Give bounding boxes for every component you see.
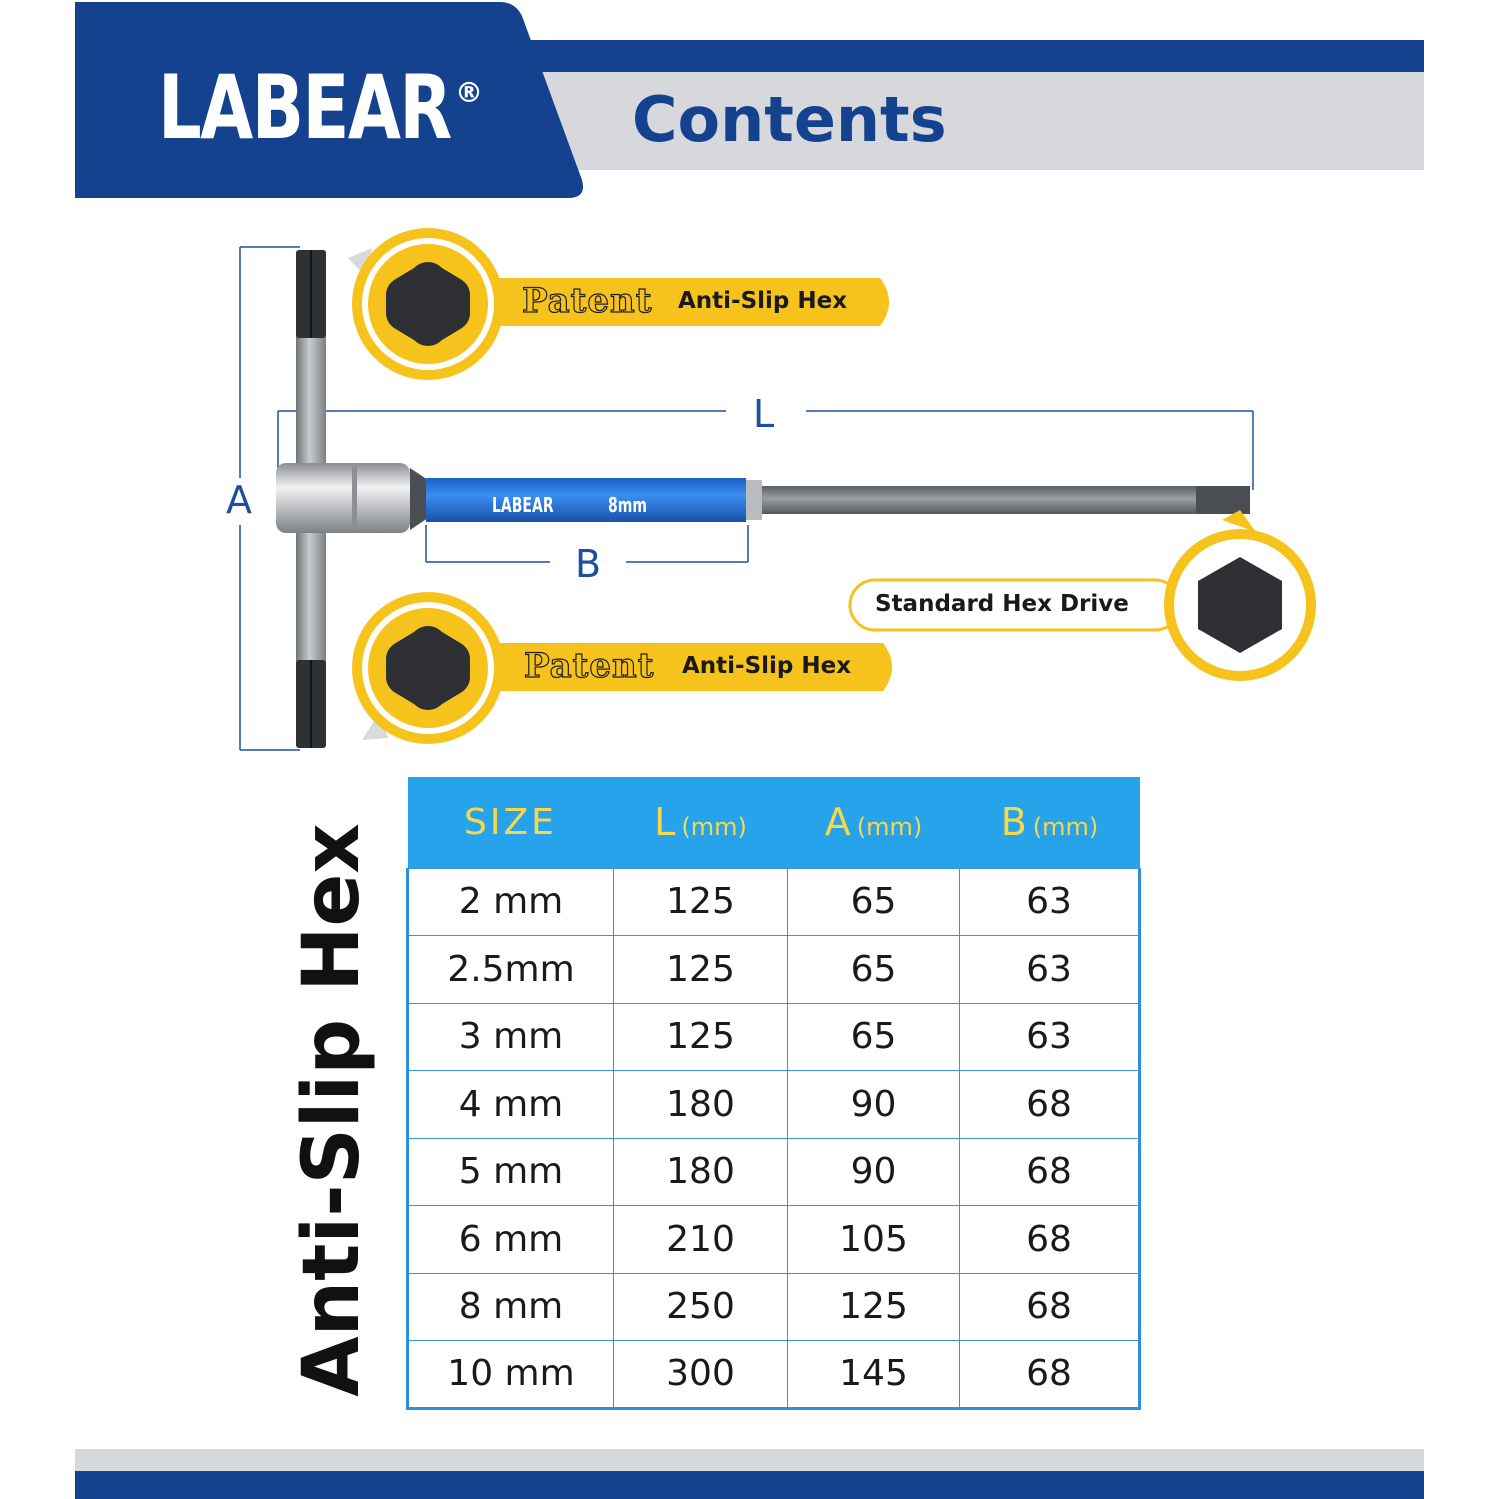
anti-slip-label-top: Anti-Slip Hex	[678, 288, 848, 314]
cell-a: 65	[788, 868, 960, 936]
cell-a: 65	[788, 936, 960, 1004]
cell-l: 180	[614, 1071, 788, 1139]
cell-a: 65	[788, 1003, 960, 1071]
cell-size: 8 mm	[408, 1273, 614, 1341]
brand-logo: LABEAR	[158, 56, 451, 159]
cell-b: 68	[960, 1341, 1140, 1409]
cell-size: 5 mm	[408, 1138, 614, 1206]
standard-hex-label: Standard Hex Drive	[875, 591, 1129, 617]
cell-l: 125	[614, 868, 788, 936]
cell-size: 3 mm	[408, 1003, 614, 1071]
cell-l: 180	[614, 1138, 788, 1206]
table-row	[408, 1138, 1140, 1206]
header-l: L (mm)	[654, 800, 747, 845]
cell-b: 68	[960, 1071, 1140, 1139]
cell-b: 63	[960, 936, 1140, 1004]
cell-a: 105	[788, 1206, 960, 1274]
table-row	[408, 1206, 1140, 1274]
footer-gray-stripe	[75, 1449, 1424, 1471]
table-row	[408, 1341, 1140, 1409]
cell-b: 68	[960, 1206, 1140, 1274]
cell-l: 250	[614, 1273, 788, 1341]
registered-mark: ®	[455, 76, 483, 109]
header-size: SIZE	[464, 801, 557, 843]
table-row	[408, 1071, 1140, 1139]
cell-l: 300	[614, 1341, 788, 1409]
cell-size: 4 mm	[408, 1071, 614, 1139]
cell-size: 6 mm	[408, 1206, 614, 1274]
header-b: B (mm)	[1000, 800, 1099, 845]
footer-blue-stripe	[75, 1471, 1424, 1499]
side-title-text: Anti-Slip Hex	[287, 823, 377, 1397]
patent-label-bottom: Patent	[524, 646, 655, 686]
handle-brand-print: LABEAR	[492, 493, 554, 517]
table-row	[408, 936, 1140, 1004]
cell-l: 125	[614, 936, 788, 1004]
cell-a: 145	[788, 1341, 960, 1409]
size-spec-table	[406, 777, 1141, 1410]
cell-b: 68	[960, 1273, 1140, 1341]
cell-b: 68	[960, 1138, 1140, 1206]
table-row	[408, 868, 1140, 936]
table-row	[408, 1273, 1140, 1341]
page-title: Contents	[632, 83, 947, 156]
patent-label-top: Patent	[522, 281, 653, 321]
dimension-label-a: A	[226, 478, 252, 522]
cell-size: 2.5mm	[408, 936, 614, 1004]
cell-l: 210	[614, 1206, 788, 1274]
cell-a: 125	[788, 1273, 960, 1341]
anti-slip-label-bottom: Anti-Slip Hex	[682, 653, 852, 679]
table-row	[408, 1003, 1140, 1071]
header-a: A (mm)	[824, 800, 923, 845]
dimension-label-b: B	[575, 542, 602, 586]
table-header-row	[408, 777, 1140, 868]
cell-size: 10 mm	[408, 1341, 614, 1409]
cell-a: 90	[788, 1138, 960, 1206]
dimension-label-l: L	[753, 392, 775, 436]
cell-a: 90	[788, 1071, 960, 1139]
cell-b: 63	[960, 1003, 1140, 1071]
cell-l: 125	[614, 1003, 788, 1071]
handle-size-print: 8mm	[608, 493, 647, 517]
cell-size: 2 mm	[408, 868, 614, 936]
cell-b: 63	[960, 868, 1140, 936]
